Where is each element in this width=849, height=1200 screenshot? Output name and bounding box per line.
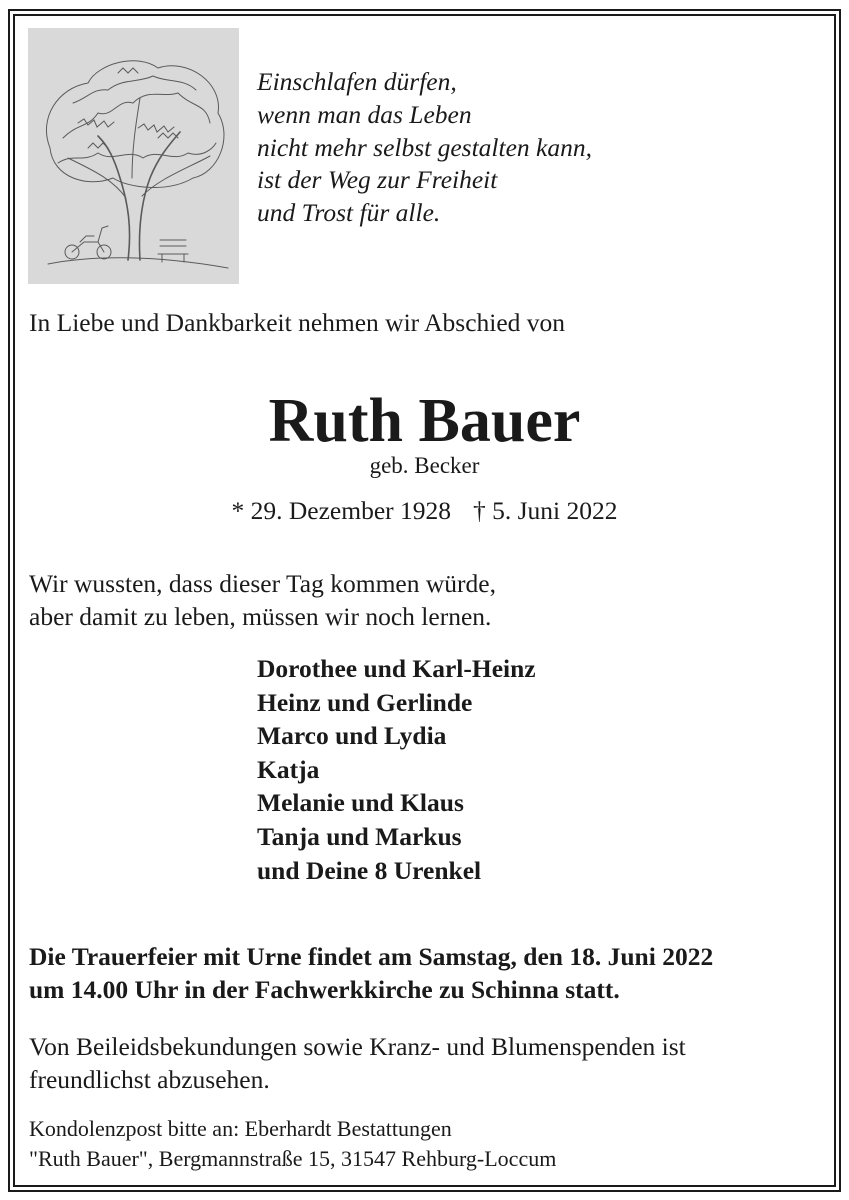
life-dates	[0, 496, 849, 526]
mourner-item: Melanie und Klaus	[257, 788, 464, 818]
contact-line: Kondolenzpost bitte an: Eberhardt Bestattungen	[29, 1116, 452, 1141]
mourners-list	[257, 652, 536, 887]
poem	[257, 66, 592, 230]
mourner-item: Katja	[257, 754, 320, 784]
donations-notice	[29, 1030, 686, 1096]
tree-sketch-image	[28, 28, 239, 284]
quote-line: Wir wussten, dass dieser Tag kommen würde,	[29, 569, 496, 598]
poem-line: wenn man das Leben	[257, 99, 472, 129]
donations-line: freundlichst abzusehen.	[29, 1065, 270, 1094]
deceased-name: Ruth Bauer	[268, 387, 581, 455]
intro-text: In Liebe und Dankbarkeit nehmen wir Abschied von	[29, 308, 566, 337]
poem-line: und Trost für alle.	[257, 198, 441, 228]
poem-line: ist der Weg zur Freiheit	[257, 165, 498, 195]
mourner-item: Marco und Lydia	[257, 721, 447, 751]
born-name: geb. Becker	[369, 453, 480, 478]
mourner-item: Tanja und Markus	[257, 821, 462, 851]
poem-line: nicht mehr selbst gestalten kann,	[257, 132, 592, 162]
quote-line: aber damit zu leben, müssen wir noch lernen.	[29, 602, 492, 631]
poem-line: Einschlafen dürfen,	[257, 67, 457, 96]
funeral-line: um 14.00 Uhr in der Fachwerkkirche zu Schinna statt.	[29, 975, 620, 1004]
funeral-notice	[29, 940, 713, 1006]
quote	[29, 567, 496, 633]
birth-date: * 29. Dezember 1928	[231, 496, 451, 525]
funeral-line: Die Trauerfeier mit Urne findet am Samstag, den 18. Juni 2022	[29, 942, 714, 971]
donations-line: Von Beileidsbekundungen sowie Kranz- und Blumenspenden ist	[29, 1032, 686, 1061]
mourner-item: Heinz und Gerlinde	[257, 687, 473, 717]
condolence-address	[29, 1114, 556, 1174]
mourner-item: und Deine 8 Urenkel	[257, 855, 482, 885]
mourner-item: Dorothee und Karl-Heinz	[257, 654, 536, 683]
contact-line: "Ruth Bauer", Bergmannstraße 15, 31547 Rehburg-Loccum	[29, 1146, 557, 1171]
death-date: † 5. Juni 2022	[473, 496, 618, 525]
